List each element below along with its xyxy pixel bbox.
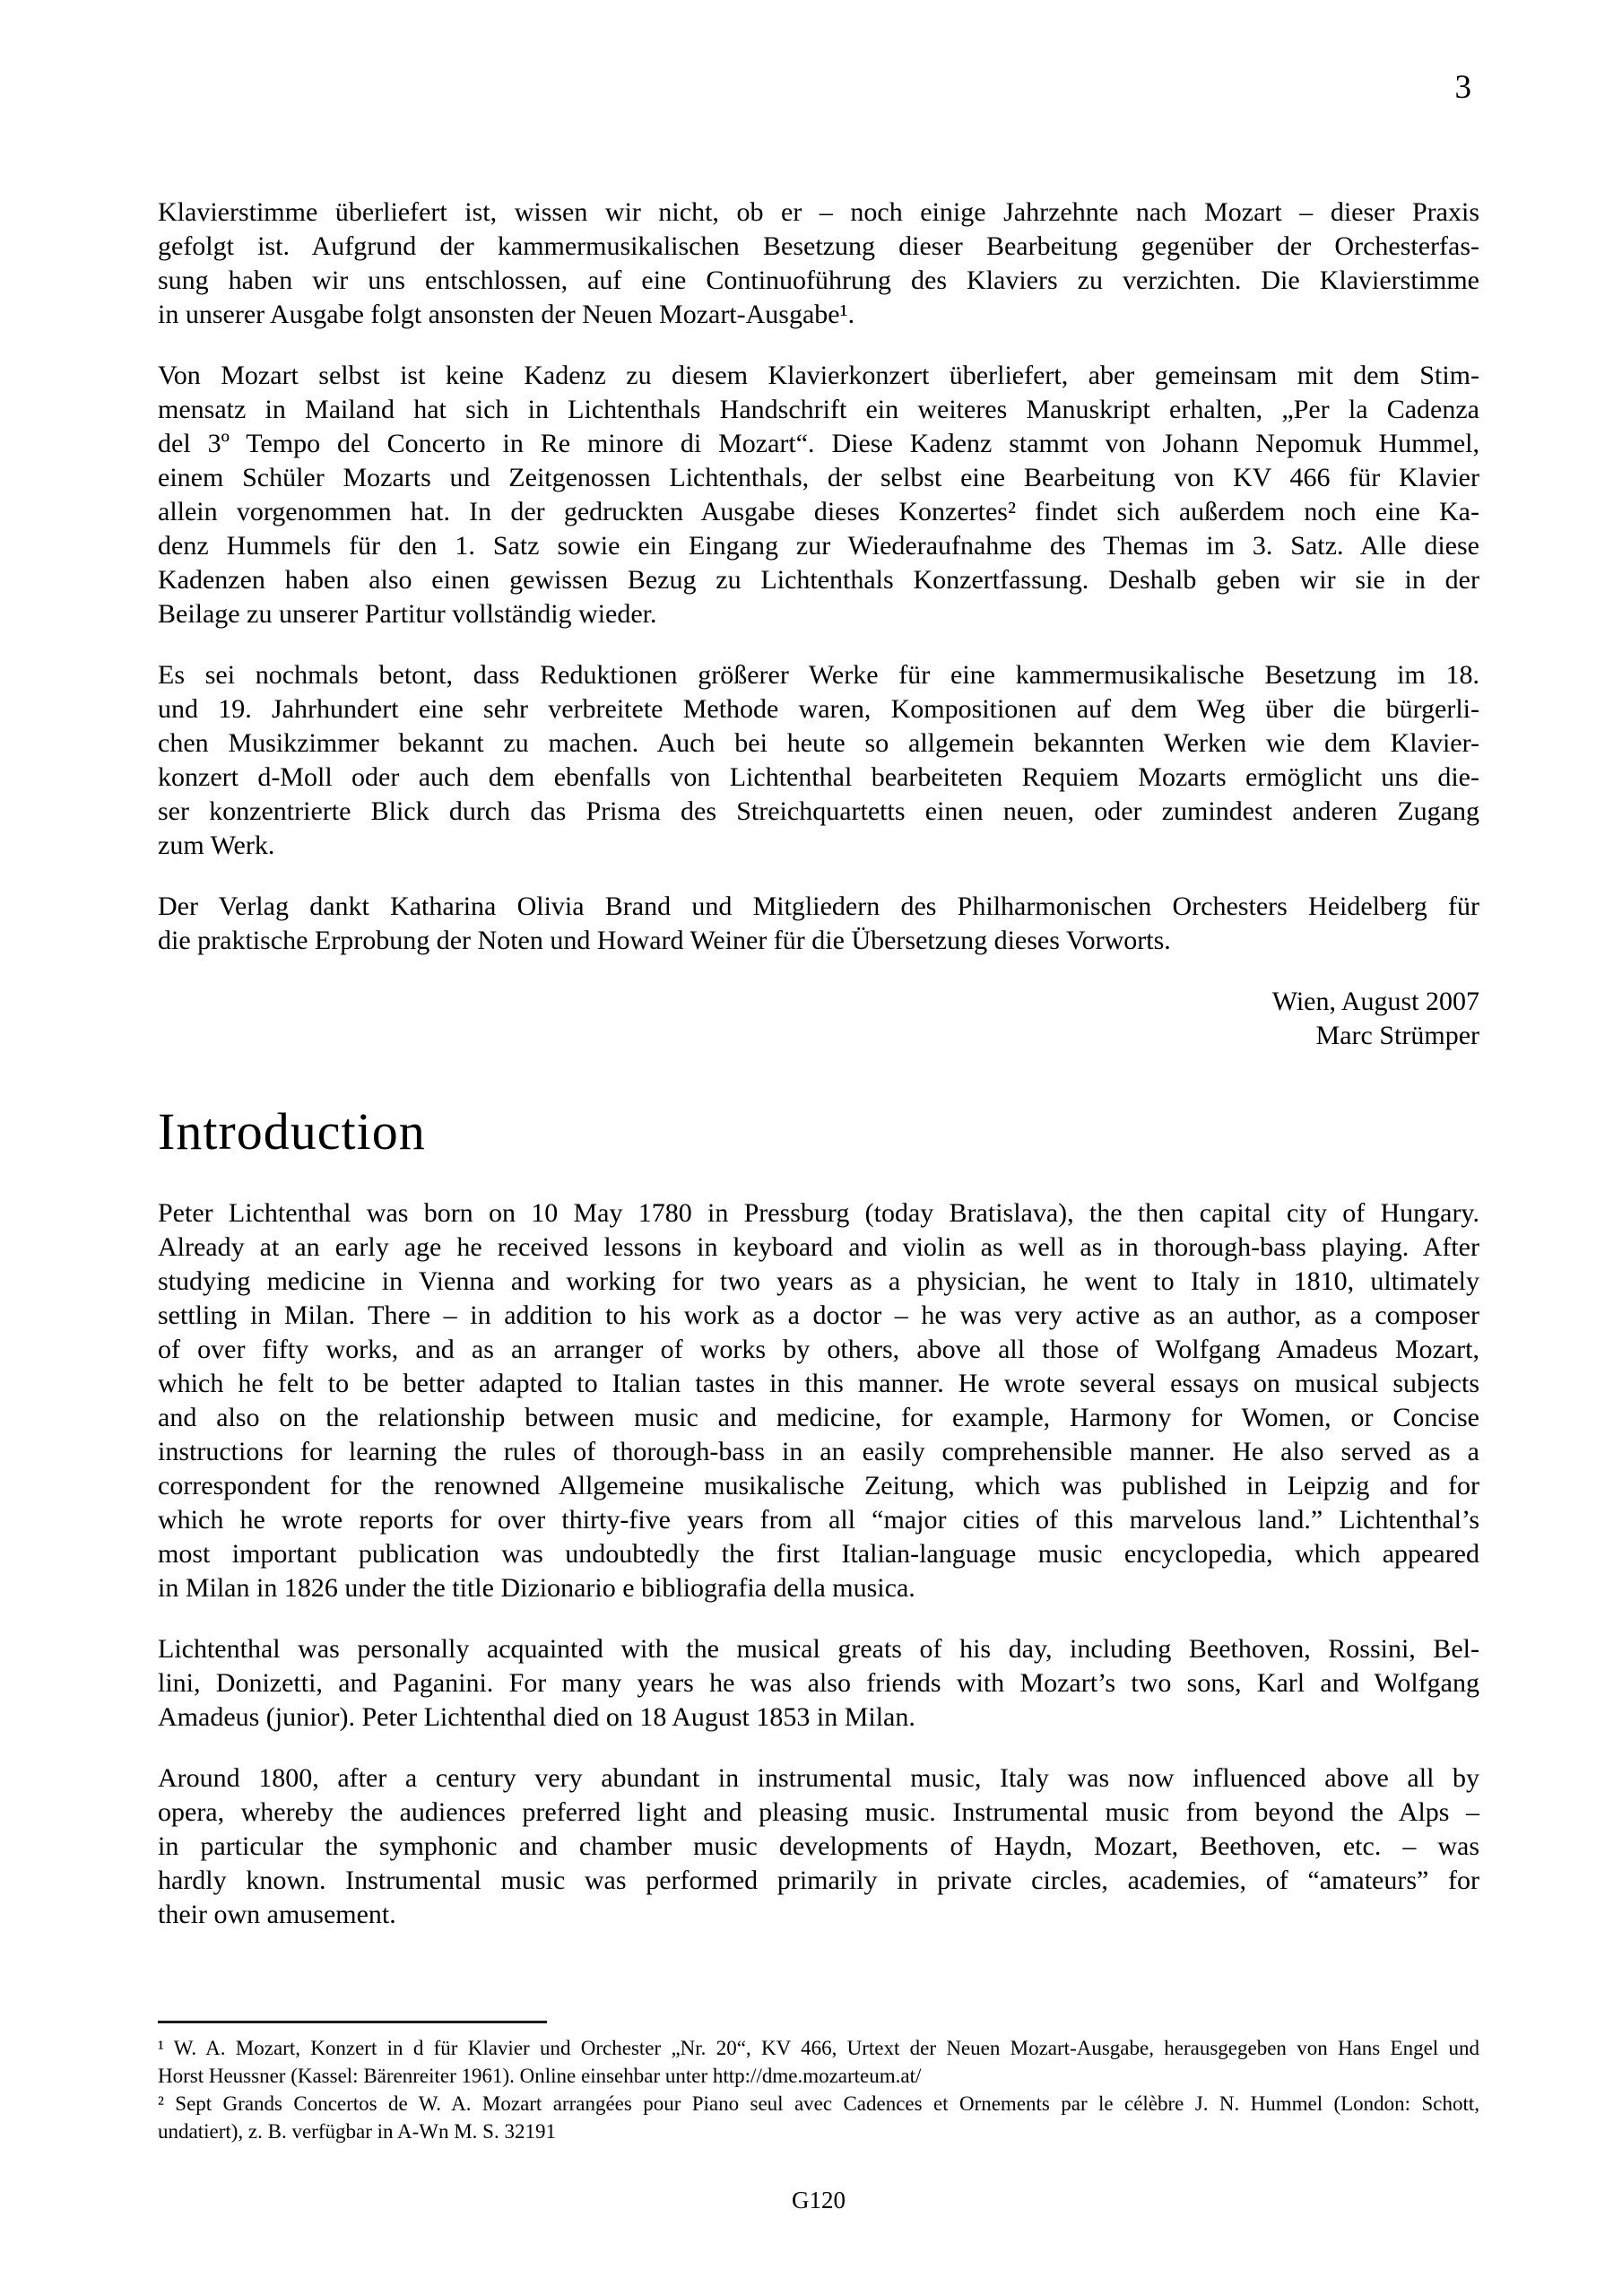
text-line: allein vorgenommen hat. In der gedruckten Ausgabe dieses Konzertes² findet sich außerdem noch eine Ka- [158, 497, 1479, 526]
paragraph [158, 196, 1479, 332]
paragraph [158, 2034, 1479, 2090]
text-line: studying medicine in Vienna and working for two years as a physician, he went to Italy in 1810, ultimately [158, 1266, 1479, 1296]
signature-line: Marc Strümper [1315, 1021, 1479, 1050]
text-line: sung haben wir uns entschlossen, auf eine Continuoführung des Klaviers zu verzichten. Die Klavierstimme [158, 265, 1479, 295]
text-line: most important publication was undoubtedly the first Italian-language music encyclopedia, which appeared [158, 1539, 1479, 1569]
text-line: Peter Lichtenthal was born on 10 May 1780 in Pressburg (today Bratislava), the then capital city of Hungary. [158, 1198, 1479, 1228]
text-line: Klavierstimme überliefert ist, wissen wir nicht, ob er – noch einige Jahrzehnte nach Mozart – dieser Praxis [158, 197, 1479, 227]
introduction-section [158, 1196, 1479, 1932]
signature-line: Wien, August 2007 [1271, 987, 1479, 1016]
german-preface-section [158, 196, 1479, 958]
text-line: Amadeus (junior). Peter Lichtenthal died on 18 August 1853 in Milan. [158, 1702, 915, 1732]
page-number: 3 [1454, 69, 1471, 106]
text-line: Lichtenthal was personally acquainted with the musical greats of his day, including Beethoven, Rossini, Bel- [158, 1634, 1479, 1664]
paragraph [158, 1632, 1479, 1735]
text-line: chen Musikzimmer bekannt zu machen. Auch bei heute so allgemein bekannten Werken wie dem Klavier- [158, 728, 1479, 758]
page-content [158, 196, 1479, 1959]
plate-number: G120 [792, 2187, 846, 2213]
text-line: in unserer Ausgabe folgt ansonsten der Neuen Mozart-Ausgabe¹. [158, 300, 855, 329]
text-line: einem Schüler Mozarts und Zeitgenossen Lichtenthals, der selbst eine Bearbeitung von KV 466 für Klavier [158, 463, 1479, 492]
footnotes-block [158, 2034, 1479, 2145]
text-line: opera, whereby the audiences preferred light and pleasing music. Instrumental music from beyond the Alps – [158, 1797, 1479, 1827]
text-line: Horst Heussner (Kassel: Bärenreiter 1961). Online einsehbar unter http://dme.mozarteum.at/ [158, 2065, 922, 2087]
paragraph [158, 1196, 1479, 1605]
paragraph [158, 359, 1479, 631]
text-line: denz Hummels für den 1. Satz sowie ein Eingang zur Wiederaufnahme des Themas im 3. Satz. Alle diese [158, 531, 1479, 561]
text-line: ¹ W. A. Mozart, Konzert in d für Klavier und Orchester „Nr. 20“, KV 466, Urtext der Neuen Mozart-Ausgabe, herausgegeben von Hans Engel und [158, 2037, 1479, 2059]
text-line: Der Verlag dankt Katharina Olivia Brand und Mitgliedern des Philharmonischen Orchesters Heidelberg für [158, 891, 1479, 921]
text-line: correspondent for the renowned Allgemeine musikalische Zeitung, which was published in Leipzig and for [158, 1471, 1479, 1500]
text-line: hardly known. Instrumental music was performed primarily in private circles, academies, of “amateurs” for [158, 1866, 1479, 1895]
text-line: Beilage zu unserer Partitur vollständig wieder. [158, 599, 657, 629]
text-line: undatiert), z. B. verfügbar in A-Wn M. S. 32191 [158, 2120, 556, 2143]
footnote-separator-rule [158, 2021, 547, 2023]
text-line: in particular the symphonic and chamber music developments of Haydn, Mozart, Beethoven, etc. – was [158, 1831, 1479, 1861]
text-line: zum Werk. [158, 831, 275, 860]
paragraph [158, 2090, 1479, 2145]
signature-block [158, 985, 1479, 1053]
text-line: und 19. Jahrhundert eine sehr verbreitete Methode waren, Kompositionen auf dem Weg über die bürgerli- [158, 694, 1479, 724]
text-line: which he wrote reports for over thirty-five years from all “major cities of this marvelous land.” Lichtenthal’s [158, 1505, 1479, 1535]
paragraph [158, 658, 1479, 863]
text-line: settling in Milan. There – in addition to his work as a doctor – he was very active as an author, as a composer [158, 1300, 1479, 1330]
text-line: instructions for learning the rules of thorough-bass in an easily comprehensible manner. He also served as a [158, 1437, 1479, 1466]
text-line: Already at an early age he received lessons in keyboard and violin as well as in thorough-bass playing. After [158, 1232, 1479, 1262]
text-line: and also on the relationship between music and medicine, for example, Harmony for Women, or Concise [158, 1403, 1479, 1432]
text-line: Around 1800, after a century very abundant in instrumental music, Italy was now influenced above all by [158, 1763, 1479, 1793]
text-line: ser konzentrierte Blick durch das Prisma des Streichquartetts einen neuen, oder zumindest anderen Zugang [158, 796, 1479, 826]
text-line: Kadenzen haben also einen gewissen Bezug zu Lichtenthals Konzertfassung. Deshalb geben wir sie in der [158, 565, 1479, 595]
text-line: mensatz in Mailand hat sich in Lichtenthals Handschrift ein weiteres Manuskript erhalten, „Per la Cadenza [158, 395, 1479, 424]
paragraph [158, 1761, 1479, 1932]
text-line: die praktische Erprobung der Noten und Howard Weiner für die Übersetzung dieses Vorworts. [158, 926, 1171, 955]
text-line: their own amusement. [158, 1900, 396, 1929]
text-line: Es sei nochmals betont, dass Reduktionen größerer Werke für eine kammermusikalische Besetzung im 18. [158, 660, 1479, 690]
text-line: del 3º Tempo del Concerto in Re minore di Mozart“. Diese Kadenz stammt von Johann Nepomuk Hummel, [158, 429, 1479, 458]
text-line: Von Mozart selbst ist keine Kadenz zu diesem Klavierkonzert überliefert, aber gemeinsam mit dem Stim- [158, 361, 1479, 390]
text-line: lini, Donizetti, and Paganini. For many years he was also friends with Mozart’s two sons, Karl and Wolfgang [158, 1668, 1479, 1698]
paragraph [158, 890, 1479, 958]
text-line: of over fifty works, and as an arranger of works by others, above all those of Wolfgang Amadeus Mozart, [158, 1335, 1479, 1364]
text-line: konzert d-Moll oder auch dem ebenfalls von Lichtenthal bearbeiteten Requiem Mozarts ermöglicht uns die- [158, 762, 1479, 792]
text-line: gefolgt ist. Aufgrund der kammermusikalischen Besetzung dieser Bearbeitung gegenüber der Orchesterfas- [158, 231, 1479, 261]
text-line: ² Sept Grands Concertos de W. A. Mozart arrangées pour Piano seul avec Cadences et Ornements par le célèbre J. N. Hummel (London: Schott, [158, 2092, 1479, 2115]
text-line: in Milan in 1826 under the title Dizionario e bibliografia della musica. [158, 1573, 915, 1603]
introduction-heading: Introduction [158, 1102, 426, 1161]
text-line: which he felt to be better adapted to Italian tastes in this manner. He wrote several essays on musical subjects [158, 1369, 1479, 1398]
